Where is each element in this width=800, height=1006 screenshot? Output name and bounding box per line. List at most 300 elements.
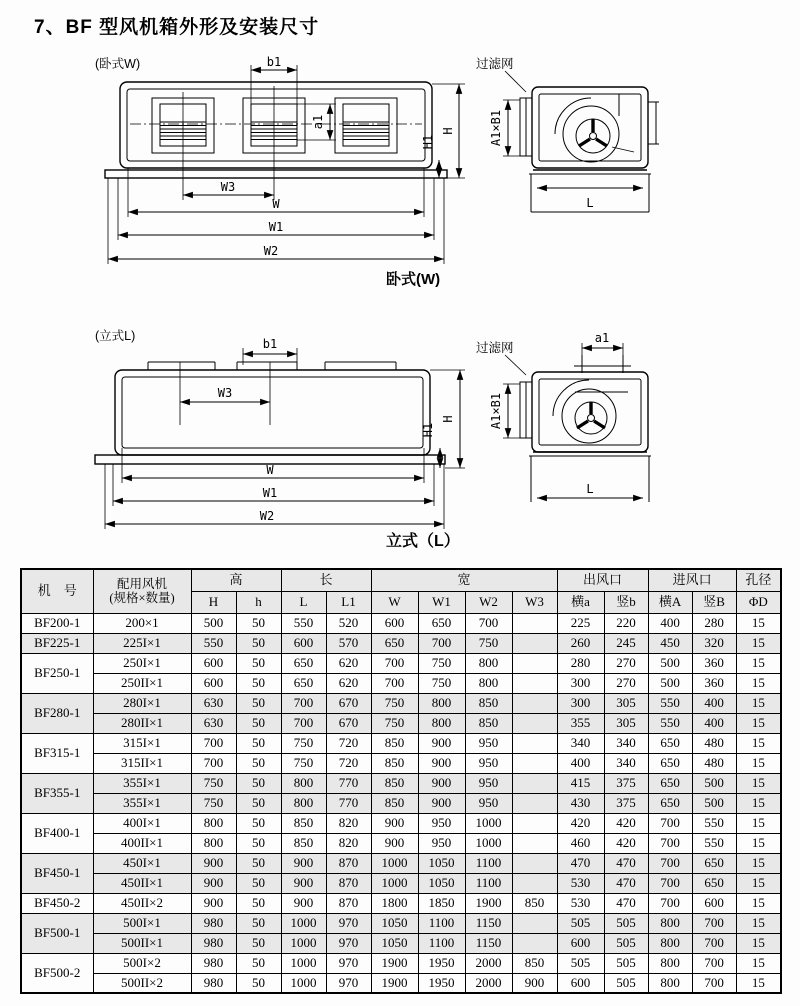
- spec-cell: 280: [692, 613, 736, 633]
- dim-W1: W1: [262, 486, 278, 500]
- spec-cell: 225I×1: [93, 633, 191, 653]
- table-row: [21, 733, 781, 753]
- spec-cell: 800: [191, 833, 236, 853]
- spec-cell: 700: [371, 653, 418, 673]
- dim-H1: H1: [421, 134, 435, 150]
- view-caption: 立式（L）: [386, 533, 460, 550]
- spec-cell: 50: [236, 613, 281, 633]
- spec-cell: 950: [465, 753, 512, 773]
- spec-cell: 505: [604, 953, 648, 973]
- spec-cell: 250I×1: [93, 653, 191, 673]
- spec-cell: 305: [604, 713, 648, 733]
- spec-cell: 530: [557, 893, 604, 913]
- spec-cell: 340: [604, 753, 648, 773]
- spec-cell: 15: [736, 753, 781, 773]
- spec-cell: 650: [648, 753, 692, 773]
- spec-cell: 670: [326, 713, 371, 733]
- spec-cell: 400: [648, 613, 692, 633]
- spec-cell: 1000: [371, 873, 418, 893]
- table-row: [21, 793, 781, 813]
- col-group-outlet: 出风口: [557, 569, 648, 591]
- spec-cell: 260: [557, 633, 604, 653]
- spec-cell: 520: [326, 613, 371, 633]
- dim-inlet: A1×B1: [489, 392, 503, 430]
- spec-cell: 305: [604, 693, 648, 713]
- col-header-L: L: [281, 591, 326, 613]
- spec-cell: 550: [191, 633, 236, 653]
- spec-cell: 1950: [418, 973, 465, 993]
- spec-cell: 15: [736, 973, 781, 993]
- spec-cell: 480: [692, 733, 736, 753]
- dim-L: L: [586, 482, 594, 496]
- spec-cell: 355I×1: [93, 773, 191, 793]
- spec-cell: 750: [465, 633, 512, 653]
- spec-cell: 750: [281, 733, 326, 753]
- spec-cell: 1100: [418, 933, 465, 953]
- dim-b1: b1: [262, 337, 278, 351]
- table-row: [21, 753, 781, 773]
- spec-cell: 15: [736, 813, 781, 833]
- spec-cell: 450II×2: [93, 893, 191, 913]
- spec-cell: [512, 793, 557, 813]
- spec-cell: 50: [236, 653, 281, 673]
- spec-cell: 250II×1: [93, 673, 191, 693]
- spec-cell: 700: [418, 633, 465, 653]
- spec-cell: 400: [692, 693, 736, 713]
- spec-cell: [512, 813, 557, 833]
- dim-a1: a1: [311, 114, 325, 130]
- spec-cell: 15: [736, 793, 781, 813]
- spec-cell: 600: [557, 973, 604, 993]
- spec-cell: [512, 833, 557, 853]
- spec-cell: 15: [736, 733, 781, 753]
- model-cell: BF250-1: [21, 653, 93, 693]
- spec-cell: 530: [557, 873, 604, 893]
- spec-cell: 50: [236, 773, 281, 793]
- spec-cell: 550: [648, 693, 692, 713]
- spec-cell: 1100: [465, 873, 512, 893]
- spec-cell: 700: [692, 933, 736, 953]
- spec-cell: 200×1: [93, 613, 191, 633]
- spec-cell: 800: [465, 673, 512, 693]
- spec-cell: 650: [281, 653, 326, 673]
- spec-cell: [512, 753, 557, 773]
- model-cell: BF355-1: [21, 773, 93, 813]
- spec-cell: [512, 873, 557, 893]
- spec-cell: 720: [326, 733, 371, 753]
- spec-cell: 270: [604, 653, 648, 673]
- table-row: [21, 953, 781, 973]
- technical-drawing: [0, 40, 800, 565]
- dim-W3: W3: [217, 386, 233, 400]
- spec-cell: 850: [465, 693, 512, 713]
- spec-cell: 50: [236, 633, 281, 653]
- spec-cell: [512, 853, 557, 873]
- spec-cell: 1000: [465, 813, 512, 833]
- spec-cell: 500I×2: [93, 953, 191, 973]
- side-view-vertical: [476, 331, 651, 502]
- spec-cell: 650: [648, 793, 692, 813]
- table-row: [21, 773, 781, 793]
- spec-cell: 650: [648, 733, 692, 753]
- spec-cell: 600: [371, 613, 418, 633]
- spec-cell: 420: [604, 813, 648, 833]
- spec-cell: 670: [326, 693, 371, 713]
- spec-cell: 50: [236, 893, 281, 913]
- spec-cell: 1800: [371, 893, 418, 913]
- spec-cell: [512, 653, 557, 673]
- spec-cell: 470: [604, 893, 648, 913]
- spec-cell: 1000: [281, 933, 326, 953]
- spec-cell: [512, 633, 557, 653]
- dim-W2: W2: [259, 509, 275, 523]
- spec-cell: 980: [191, 953, 236, 973]
- spec-cell: 225: [557, 613, 604, 633]
- spec-cell: 50: [236, 713, 281, 733]
- spec-cell: 750: [418, 673, 465, 693]
- spec-cell: 750: [191, 793, 236, 813]
- table-row: [21, 933, 781, 953]
- spec-cell: 700: [692, 973, 736, 993]
- view-caption: 卧式(W): [386, 271, 441, 288]
- spec-cell: 970: [326, 973, 371, 993]
- spec-cell: 420: [557, 813, 604, 833]
- spec-cell: 460: [557, 833, 604, 853]
- spec-cell: 15: [736, 933, 781, 953]
- spec-cell: 280: [557, 653, 604, 673]
- dim-W1: W1: [268, 220, 284, 234]
- model-cell: BF280-1: [21, 693, 93, 733]
- spec-cell: 800: [465, 653, 512, 673]
- spec-cell: 1100: [418, 913, 465, 933]
- spec-cell: 450: [648, 633, 692, 653]
- spec-cell: 320: [692, 633, 736, 653]
- spec-cell: 2000: [465, 973, 512, 993]
- spec-cell: 480: [692, 753, 736, 773]
- table-row: [21, 853, 781, 873]
- spec-cell: 1900: [371, 953, 418, 973]
- spec-cell: 500II×1: [93, 933, 191, 953]
- spec-cell: 570: [326, 633, 371, 653]
- side-view-horizontal: [476, 56, 659, 212]
- spec-cell: 850: [371, 753, 418, 773]
- spec-cell: 470: [557, 853, 604, 873]
- spec-cell: 340: [604, 733, 648, 753]
- spec-cell: 980: [191, 973, 236, 993]
- spec-cell: 1900: [465, 893, 512, 913]
- spec-cell: 950: [465, 773, 512, 793]
- spec-cell: 15: [736, 893, 781, 913]
- spec-cell: 770: [326, 773, 371, 793]
- dim-b1: b1: [266, 55, 282, 69]
- col-header-inlet-B: 竖B: [692, 591, 736, 613]
- spec-cell: 650: [692, 853, 736, 873]
- spec-cell: 375: [604, 773, 648, 793]
- spec-cell: 750: [418, 653, 465, 673]
- page-title: 7、BF 型风机箱外形及安装尺寸: [34, 17, 320, 38]
- spec-cell: 800: [281, 773, 326, 793]
- spec-cell: 50: [236, 693, 281, 713]
- dim-L: L: [586, 196, 594, 210]
- col-group-hole: 孔径: [736, 569, 781, 591]
- spec-cell: 850: [371, 733, 418, 753]
- spec-cell: 15: [736, 673, 781, 693]
- spec-cell: 600: [281, 633, 326, 653]
- spec-cell: [512, 673, 557, 693]
- spec-cell: 900: [512, 973, 557, 993]
- model-cell: BF225-1: [21, 633, 93, 653]
- spec-cell: 50: [236, 673, 281, 693]
- spec-cell: 50: [236, 973, 281, 993]
- spec-cell: 15: [736, 633, 781, 653]
- col-header-hole-d: ΦD: [736, 591, 781, 613]
- spec-cell: 220: [604, 613, 648, 633]
- col-header-inlet-A: 横A: [648, 591, 692, 613]
- spec-cell: 700: [648, 893, 692, 913]
- spec-cell: 630: [191, 693, 236, 713]
- spec-cell: 870: [326, 853, 371, 873]
- spec-cell: 505: [604, 913, 648, 933]
- spec-cell: 800: [281, 793, 326, 813]
- view-type-label: (卧式W): [95, 57, 141, 71]
- col-group-height: 高: [191, 569, 281, 591]
- spec-cell: 700: [281, 713, 326, 733]
- spec-cell: 870: [326, 893, 371, 913]
- dim-inlet: A1×B1: [489, 109, 503, 147]
- spec-cell: 500: [191, 613, 236, 633]
- spec-cell: 505: [557, 953, 604, 973]
- col-group-width: 宽: [371, 569, 557, 591]
- spec-cell: 700: [648, 873, 692, 893]
- spec-cell: 850: [371, 793, 418, 813]
- spec-cell: 500: [648, 673, 692, 693]
- spec-cell: [512, 933, 557, 953]
- spec-cell: [512, 713, 557, 733]
- table-row: [21, 973, 781, 993]
- spec-cell: 820: [326, 813, 371, 833]
- spec-cell: [512, 773, 557, 793]
- col-group-length: 长: [281, 569, 371, 591]
- spec-cell: 550: [692, 813, 736, 833]
- filter-label: 过滤网: [476, 57, 514, 71]
- spec-cell: 700: [648, 853, 692, 873]
- spec-cell: 1100: [465, 853, 512, 873]
- spec-cell: 315II×1: [93, 753, 191, 773]
- spec-table-body: [21, 613, 781, 993]
- spec-cell: 850: [281, 833, 326, 853]
- spec-cell: [512, 613, 557, 633]
- dim-H1: H1: [421, 422, 435, 438]
- spec-cell: 15: [736, 713, 781, 733]
- spec-cell: 600: [191, 653, 236, 673]
- spec-cell: 50: [236, 853, 281, 873]
- spec-cell: 850: [465, 713, 512, 733]
- spec-cell: 500: [692, 793, 736, 813]
- col-group-inlet: 进风口: [648, 569, 736, 591]
- spec-cell: 600: [692, 893, 736, 913]
- spec-cell: 800: [648, 933, 692, 953]
- spec-cell: 50: [236, 753, 281, 773]
- spec-cell: 820: [326, 833, 371, 853]
- spec-cell: 420: [604, 833, 648, 853]
- spec-cell: 1000: [371, 853, 418, 873]
- col-header-model: 机 号: [21, 569, 93, 613]
- spec-cell: 50: [236, 793, 281, 813]
- spec-cell: 850: [281, 813, 326, 833]
- spec-cell: 15: [736, 953, 781, 973]
- table-row: [21, 613, 781, 633]
- spec-cell: 750: [191, 773, 236, 793]
- spec-cell: 450I×1: [93, 853, 191, 873]
- spec-cell: 900: [191, 893, 236, 913]
- spec-cell: 50: [236, 913, 281, 933]
- spec-cell: 900: [371, 833, 418, 853]
- spec-cell: 500: [692, 773, 736, 793]
- spec-cell: 280II×1: [93, 713, 191, 733]
- spec-cell: 15: [736, 873, 781, 893]
- fan-header-line2: (规格×数量): [109, 591, 175, 606]
- spec-cell: 1000: [465, 833, 512, 853]
- spec-cell: 700: [371, 673, 418, 693]
- spec-cell: 550: [281, 613, 326, 633]
- spec-cell: 750: [371, 713, 418, 733]
- spec-cell: 375: [604, 793, 648, 813]
- spec-cell: 650: [648, 773, 692, 793]
- spec-cell: [512, 913, 557, 933]
- col-header-W3: W3: [512, 591, 557, 613]
- col-header-L1: L1: [326, 591, 371, 613]
- front-view-horizontal: [95, 55, 465, 288]
- spec-cell: 15: [736, 773, 781, 793]
- spec-cell: 650: [281, 673, 326, 693]
- spec-cell: 1000: [281, 973, 326, 993]
- spec-cell: 15: [736, 833, 781, 853]
- fan-impeller-icon: [553, 380, 628, 443]
- spec-cell: 400I×1: [93, 813, 191, 833]
- spec-cell: 700: [648, 833, 692, 853]
- spec-cell: 650: [418, 613, 465, 633]
- dim-H: H: [441, 127, 455, 135]
- spec-cell: 900: [281, 873, 326, 893]
- spec-cell: 980: [191, 933, 236, 953]
- spec-cell: 470: [604, 873, 648, 893]
- spec-cell: 1000: [281, 953, 326, 973]
- front-view-vertical: [95, 328, 465, 550]
- spec-cell: 505: [604, 973, 648, 993]
- spec-cell: 630: [191, 713, 236, 733]
- model-cell: BF500-1: [21, 913, 93, 953]
- spec-cell: 415: [557, 773, 604, 793]
- model-cell: BF400-1: [21, 813, 93, 853]
- spec-cell: 50: [236, 873, 281, 893]
- spec-cell: 970: [326, 953, 371, 973]
- spec-cell: 15: [736, 693, 781, 713]
- table-row: [21, 673, 781, 693]
- spec-cell: 15: [736, 613, 781, 633]
- model-cell: BF315-1: [21, 733, 93, 773]
- spec-cell: 500II×2: [93, 973, 191, 993]
- dim-W2: W2: [263, 244, 279, 258]
- spec-cell: 870: [326, 873, 371, 893]
- spec-cell: 800: [648, 953, 692, 973]
- dim-W: W: [272, 197, 280, 211]
- spec-cell: 700: [465, 613, 512, 633]
- spec-cell: 500: [648, 653, 692, 673]
- spec-cell: 1050: [371, 933, 418, 953]
- spec-cell: 950: [465, 733, 512, 753]
- spec-table: [20, 568, 782, 994]
- spec-cell: 800: [648, 973, 692, 993]
- spec-cell: 1850: [418, 893, 465, 913]
- spec-cell: 1000: [281, 913, 326, 933]
- spec-cell: 720: [326, 753, 371, 773]
- spec-cell: 270: [604, 673, 648, 693]
- spec-cell: 650: [692, 873, 736, 893]
- spec-cell: 970: [326, 933, 371, 953]
- spec-cell: 400: [557, 753, 604, 773]
- spec-cell: 620: [326, 653, 371, 673]
- spec-cell: 950: [465, 793, 512, 813]
- model-cell: BF450-1: [21, 853, 93, 893]
- model-cell: BF200-1: [21, 613, 93, 633]
- spec-cell: 770: [326, 793, 371, 813]
- spec-cell: 1150: [465, 933, 512, 953]
- spec-cell: 50: [236, 733, 281, 753]
- spec-cell: 1050: [418, 873, 465, 893]
- spec-cell: 505: [557, 913, 604, 933]
- spec-cell: 340: [557, 733, 604, 753]
- spec-cell: 950: [418, 813, 465, 833]
- spec-cell: 300: [557, 673, 604, 693]
- col-header-outlet-a: 横a: [557, 591, 604, 613]
- col-header-fan: [93, 569, 191, 613]
- spec-cell: 900: [281, 893, 326, 913]
- spec-cell: 900: [418, 793, 465, 813]
- spec-cell: 470: [604, 853, 648, 873]
- spec-cell: 980: [191, 913, 236, 933]
- spec-cell: [512, 733, 557, 753]
- spec-cell: 245: [604, 633, 648, 653]
- spec-cell: 700: [648, 813, 692, 833]
- fan-header-line1: 配用风机: [116, 576, 167, 591]
- spec-cell: 900: [418, 753, 465, 773]
- col-header-H: H: [191, 591, 236, 613]
- spec-cell: 280I×1: [93, 693, 191, 713]
- col-header-h: h: [236, 591, 281, 613]
- spec-cell: 15: [736, 653, 781, 673]
- table-row: [21, 833, 781, 853]
- model-cell: BF500-2: [21, 953, 93, 993]
- fan-impeller-icon: [555, 94, 634, 162]
- table-row: [21, 713, 781, 733]
- spec-cell: 850: [512, 953, 557, 973]
- col-header-W2: W2: [465, 591, 512, 613]
- spec-cell: 2000: [465, 953, 512, 973]
- spec-cell: 700: [692, 953, 736, 973]
- spec-cell: 1050: [371, 913, 418, 933]
- spec-cell: 900: [371, 813, 418, 833]
- spec-cell: 800: [191, 813, 236, 833]
- dim-H: H: [441, 415, 455, 423]
- spec-cell: 700: [191, 753, 236, 773]
- spec-cell: 1900: [371, 973, 418, 993]
- spec-cell: 450II×1: [93, 873, 191, 893]
- spec-cell: 50: [236, 813, 281, 833]
- col-header-W1: W1: [418, 591, 465, 613]
- spec-cell: 15: [736, 853, 781, 873]
- table-row: [21, 893, 781, 913]
- table-row: [21, 913, 781, 933]
